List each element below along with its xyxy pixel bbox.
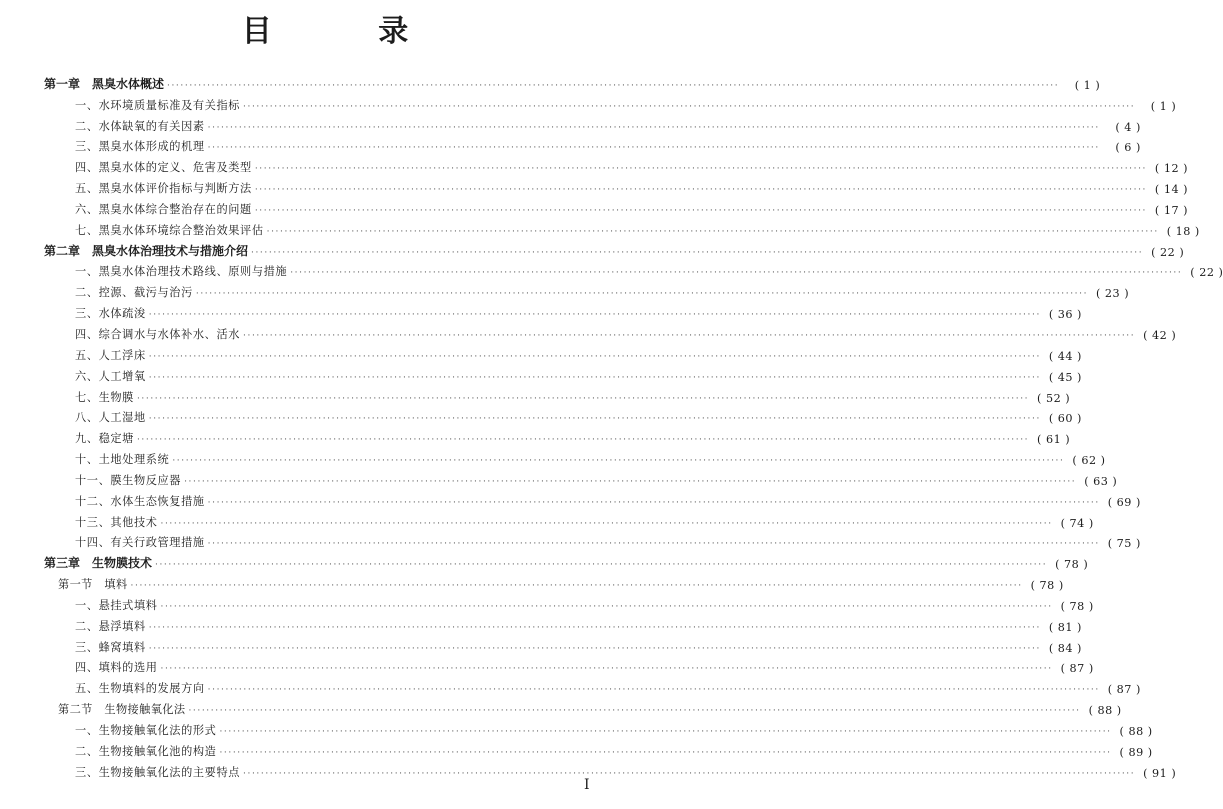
toc-item[interactable] xyxy=(44,759,1177,780)
toc-chapter[interactable] xyxy=(44,238,1185,259)
toc-entry-label: 一、悬挂式填料 xyxy=(75,598,158,612)
toc-entry-label: 十一、膜生物反应器 xyxy=(75,473,182,487)
toc-entry-page: ( 36 ) xyxy=(1048,308,1082,322)
toc-leader-dots: ········································································································································································································ xyxy=(243,768,1136,779)
toc-leader-dots: ········································································································································································································ xyxy=(207,497,1100,508)
toc-item[interactable] xyxy=(44,279,1130,301)
toc-leader-dots: ········································································································································································································ xyxy=(148,372,1041,383)
toc-entry-page: ( 63 ) xyxy=(1084,474,1118,488)
toc-entry-label: 六、黑臭水体综合整治存在的问题 xyxy=(75,202,252,216)
toc-entry-label: 三、生物接触氧化法的主要特点 xyxy=(75,765,241,779)
toc-item[interactable] xyxy=(44,259,1223,280)
toc-item[interactable] xyxy=(44,217,1200,238)
toc-item[interactable] xyxy=(44,467,1118,488)
toc-leader-dots: ········································································································································································································ xyxy=(219,727,1112,737)
toc-entry-page: ( 4 ) xyxy=(1115,120,1141,134)
toc-leader-dots: ········································································································································································································ xyxy=(184,476,1077,487)
toc-entry-page: ( 78 ) xyxy=(1060,599,1094,613)
toc-entry-page: ( 52 ) xyxy=(1037,391,1071,405)
toc-entry-page: ( 75 ) xyxy=(1107,537,1141,551)
toc-entry-label: 三、水体疏浚 xyxy=(75,307,146,321)
toc-leader-dots: ········································································································································································································ xyxy=(167,80,1060,91)
toc-entry-page: ( 74 ) xyxy=(1060,516,1094,530)
toc-entry-label: 五、人工浮床 xyxy=(75,348,146,362)
toc-entry-page: ( 81 ) xyxy=(1048,620,1082,634)
toc-entry-page: ( 87 ) xyxy=(1060,662,1094,676)
toc-leader-dots: ········································································································································································································ xyxy=(254,185,1147,196)
toc-item[interactable] xyxy=(44,675,1141,697)
toc-leader-dots: ········································································································································································································ xyxy=(160,518,1053,529)
toc-leader-dots: ········································································································································································································ xyxy=(254,205,1147,216)
toc-item[interactable] xyxy=(44,509,1094,530)
toc-section[interactable] xyxy=(44,696,1122,718)
toc-leader-dots: ········································································································································································································ xyxy=(254,164,1147,175)
toc-entry-label: 四、黑臭水体的定义、危害及类型 xyxy=(75,161,252,175)
toc-leader-dots: ········································································································································································································ xyxy=(155,560,1048,571)
toc-leader-dots: ········································································································································································································ xyxy=(243,330,1136,341)
toc-item[interactable] xyxy=(44,738,1153,759)
toc-entry-page: ( 88 ) xyxy=(1088,704,1122,718)
toc-entry-page: ( 23 ) xyxy=(1095,287,1130,301)
toc-entry-page: ( 17 ) xyxy=(1154,203,1188,217)
toc-item[interactable] xyxy=(44,425,1071,447)
toc-entry-label: 五、生物填料的发展方向 xyxy=(75,682,205,696)
toc-leader-dots: ········································································································································································································ xyxy=(172,456,1065,467)
toc-entry-label: 二、水体缺氧的有关因素 xyxy=(75,119,205,133)
toc-entry-page: ( 62 ) xyxy=(1072,454,1106,468)
toc-item[interactable] xyxy=(44,300,1082,322)
toc-entry-label: 七、生物膜 xyxy=(75,390,134,404)
toc-leader-dots: ········································································································································································································ xyxy=(207,539,1100,550)
toc-entry-label: 三、蜂窝填料 xyxy=(75,640,146,654)
toc-item[interactable] xyxy=(44,321,1177,342)
toc-leader-dots: ········································································································································································································ xyxy=(290,268,1183,279)
toc-item[interactable] xyxy=(44,113,1141,134)
toc-entry-label: 二、生物接触氧化池的构造 xyxy=(75,744,217,758)
toc-entry-page: ( 18 ) xyxy=(1166,224,1200,238)
toc-entry-page: ( 44 ) xyxy=(1048,349,1082,363)
toc-entry-page: ( 22 ) xyxy=(1151,245,1185,259)
toc-leader-dots: ········································································································································································································ xyxy=(160,664,1053,675)
toc-leader-dots: ········································································································································································································ xyxy=(195,289,1089,300)
toc-entry-label: 八、人工湿地 xyxy=(75,411,146,425)
toc-item[interactable] xyxy=(44,342,1082,363)
toc-leader-dots: ········································································································································································································ xyxy=(219,747,1112,758)
toc-leader-dots: ········································································································································································································ xyxy=(207,122,1100,133)
toc-item[interactable] xyxy=(44,363,1082,384)
toc-leader-dots: ········································································································································································································ xyxy=(148,622,1041,633)
toc-leader-dots: ········································································································································································································ xyxy=(160,601,1053,612)
toc-entry-label: 十四、有关行政管理措施 xyxy=(75,536,205,550)
toc-entry-label: 第二章 黑臭水体治理技术与措施介绍 xyxy=(44,243,249,258)
toc-entry-page: ( 88 ) xyxy=(1119,725,1153,738)
toc-entry-label: 十三、其他技术 xyxy=(75,515,158,529)
toc-leader-dots: ········································································································································································································ xyxy=(148,643,1041,654)
toc-entry-page: ( 60 ) xyxy=(1048,412,1082,426)
toc-entry-label: 五、黑臭水体评价指标与判断方法 xyxy=(75,182,252,196)
toc-entry-label: 第一章 黑臭水体概述 xyxy=(44,76,165,91)
toc-entry-label: 二、控源、截污与治污 xyxy=(75,286,193,300)
table-of-contents xyxy=(44,71,1223,780)
toc-leader-dots: ········································································································································································································ xyxy=(266,226,1159,237)
toc-leader-dots: ········································································································································································································ xyxy=(207,685,1100,696)
toc-entry-label: 四、填料的选用 xyxy=(75,661,158,675)
toc-entry-label: 十二、水体生态恢复措施 xyxy=(75,494,205,508)
toc-item[interactable] xyxy=(44,384,1071,405)
toc-leader-dots: ········································································································································································································ xyxy=(130,581,1023,592)
toc-entry-page: ( 84 ) xyxy=(1048,641,1082,655)
toc-item[interactable] xyxy=(44,592,1094,613)
toc-entry-page: ( 61 ) xyxy=(1037,433,1071,447)
toc-entry-label: 二、悬浮填料 xyxy=(75,619,146,633)
toc-entry-label: 第一节 填料 xyxy=(58,578,128,592)
toc-item[interactable] xyxy=(44,613,1082,634)
toc-entry-page: ( 22 ) xyxy=(1190,266,1223,280)
page-number: Ⅰ xyxy=(584,777,590,793)
toc-entry-label: 七、黑臭水体环境综合整治效果评估 xyxy=(75,223,264,237)
toc-entry-page: ( 78 ) xyxy=(1055,558,1089,572)
toc-entry-page: ( 69 ) xyxy=(1107,495,1141,509)
toc-chapter[interactable] xyxy=(44,550,1089,572)
toc-entry-page: ( 6 ) xyxy=(1115,141,1141,155)
toc-item[interactable] xyxy=(44,92,1177,113)
toc-leader-dots: ········································································································································································································ xyxy=(188,706,1081,717)
toc-leader-dots: ········································································································································································································ xyxy=(136,435,1030,446)
toc-section[interactable] xyxy=(44,571,1064,593)
toc-entry-label: 四、综合调水与水体补水、活水 xyxy=(75,327,241,341)
toc-item[interactable] xyxy=(44,488,1141,509)
toc-entry-page: ( 89 ) xyxy=(1119,745,1153,759)
toc-item[interactable] xyxy=(44,134,1141,155)
toc-entry-label: 九、稳定塘 xyxy=(75,432,134,446)
toc-entry-page: ( 87 ) xyxy=(1107,683,1141,697)
toc-leader-dots: ········································································································································································································ xyxy=(148,310,1041,321)
toc-entry-label: 一、生物接触氧化法的形式 xyxy=(75,724,217,737)
toc-item[interactable] xyxy=(44,175,1188,197)
toc-entry-page: ( 42 ) xyxy=(1143,328,1177,342)
toc-entry-label: 一、黑臭水体治理技术路线、原则与措施 xyxy=(75,265,288,279)
toc-leader-dots: ········································································································································································································ xyxy=(148,414,1041,425)
toc-item[interactable] xyxy=(44,655,1094,676)
toc-entry-label: 十、土地处理系统 xyxy=(75,453,170,467)
toc-entry-label: 第二节 生物接触氧化法 xyxy=(58,703,186,717)
toc-item[interactable] xyxy=(44,530,1141,551)
toc-entry-label: 一、水环境质量标准及有关指标 xyxy=(75,98,241,112)
toc-entry-page: ( 1 ) xyxy=(1074,78,1101,92)
toc-entry-page: ( 12 ) xyxy=(1154,162,1188,176)
toc-entry-label: 第三章 生物膜技术 xyxy=(44,556,153,571)
toc-leader-dots: ········································································································································································································ xyxy=(136,393,1030,404)
toc-leader-dots: ········································································································································································································ xyxy=(243,101,1136,112)
page-title: 目 录 xyxy=(241,14,457,49)
toc-leader-dots: ········································································································································································································ xyxy=(251,247,1144,258)
toc-entry-page: ( 45 ) xyxy=(1048,370,1082,384)
toc-entry-label: 六、人工增氧 xyxy=(75,369,146,383)
toc-entry-page: ( 78 ) xyxy=(1030,579,1064,593)
toc-entry-page: ( 91 ) xyxy=(1143,766,1177,780)
toc-leader-dots: ········································································································································································································ xyxy=(207,143,1100,154)
toc-item[interactable] xyxy=(44,405,1082,426)
toc-item[interactable] xyxy=(44,196,1188,217)
toc-entry-page: ( 1 ) xyxy=(1150,99,1177,113)
toc-entry-label: 三、黑臭水体形成的机理 xyxy=(75,140,205,154)
toc-item[interactable] xyxy=(44,154,1188,176)
toc-leader-dots: ········································································································································································································ xyxy=(148,351,1041,362)
toc-chapter[interactable] xyxy=(44,71,1101,92)
toc-entry-page: ( 14 ) xyxy=(1154,183,1188,197)
toc-item[interactable] xyxy=(44,634,1082,655)
toc-item[interactable] xyxy=(44,717,1153,738)
toc-item[interactable] xyxy=(44,446,1106,468)
